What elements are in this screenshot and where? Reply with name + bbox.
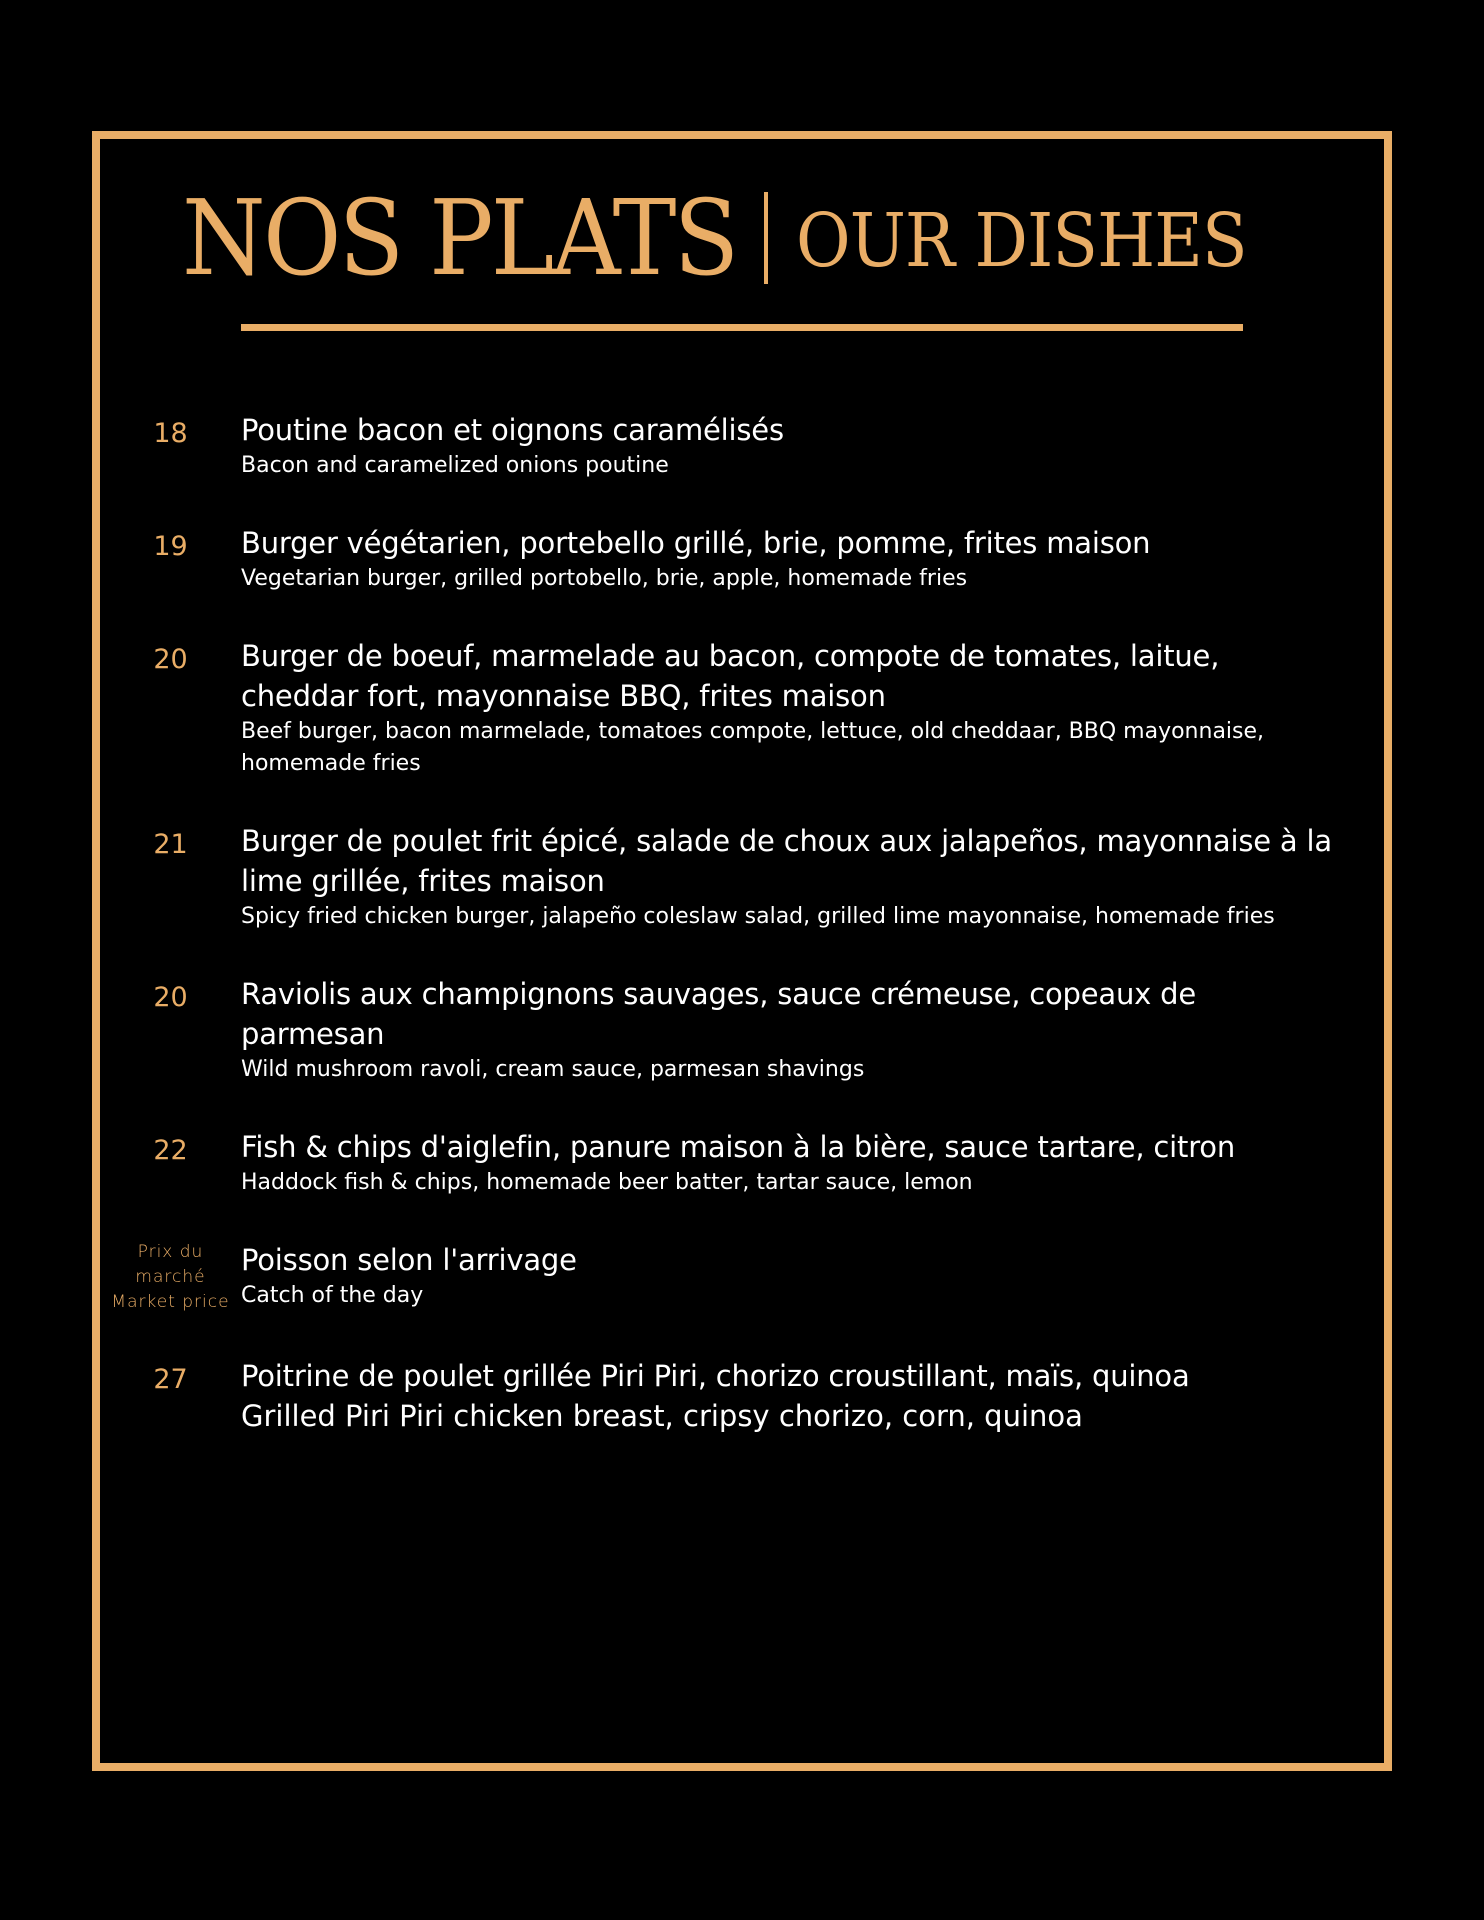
item-price: 21: [153, 829, 188, 860]
item-price: 27: [153, 1364, 188, 1395]
menu-title: [182, 170, 1302, 299]
title-underline: [241, 324, 1243, 331]
menu-item: [100, 1356, 1340, 1436]
item-description: [241, 410, 1340, 482]
title-french: NOS PLATS: [182, 177, 737, 299]
item-name-english: Grilled Piri Piri chicken breast, cripsy chorizo, corn, quinoa: [241, 1399, 1083, 1433]
item-price: 22: [153, 1135, 188, 1166]
item-description: [241, 1240, 1340, 1312]
item-name-french: Raviolis aux champignons sauvages, sauce crémeuse, copeaux de parmesan: [241, 977, 1196, 1051]
menu-list: [100, 410, 1340, 1477]
menu-item: [100, 410, 1340, 482]
item-name-french: Burger de poulet frit épicé, salade de choux aux jalapeños, mayonnaise à la lime grillée, frites maison: [241, 824, 1332, 898]
item-description: [241, 1127, 1340, 1199]
menu-item: [100, 974, 1340, 1086]
item-name-french: Burger de boeuf, marmelade au bacon, compote de tomates, laitue, cheddar fort, mayonnaise BBQ, frites maison: [241, 639, 1220, 713]
item-description: [241, 1356, 1340, 1436]
item-description: [241, 523, 1340, 595]
item-name-french: Burger végétarien, portebello grillé, brie, pomme, frites maison: [241, 526, 1151, 560]
menu-item: [100, 523, 1340, 595]
item-name-english: Spicy fried chicken burger, jalapeño coleslaw salad, grilled lime mayonnaise, homemade fries: [241, 904, 1275, 929]
item-price: 20: [153, 982, 188, 1013]
title-english: OUR DISHES: [796, 198, 1247, 284]
item-price: 20: [153, 644, 188, 675]
item-name-french: Poitrine de poulet grillée Piri Piri, chorizo croustillant, maïs, quinoa: [241, 1359, 1190, 1393]
menu-item: [100, 821, 1340, 933]
item-name-english: Haddock fish & chips, homemade beer batter, tartar sauce, lemon: [241, 1170, 973, 1195]
menu-item: [100, 1127, 1340, 1199]
item-price-market: [100, 1240, 241, 1315]
menu-item: [100, 1240, 1340, 1315]
menu-item: [100, 636, 1340, 780]
item-name-english: Vegetarian burger, grilled portobello, brie, apple, homemade fries: [241, 566, 968, 591]
item-name-french: Poisson selon l'arrivage: [241, 1243, 577, 1277]
item-description: [241, 821, 1340, 933]
item-name-english: Catch of the day: [241, 1283, 424, 1308]
title-separator: [764, 192, 768, 284]
item-name-french: Fish & chips d'aiglefin, panure maison à la bière, sauce tartare, citron: [241, 1130, 1236, 1164]
item-price: 18: [153, 418, 188, 449]
item-name-english: Wild mushroom ravoli, cream sauce, parmesan shavings: [241, 1057, 865, 1082]
item-description: [241, 974, 1340, 1086]
item-name-english: Bacon and caramelized onions poutine: [241, 453, 669, 478]
item-name-french: Poutine bacon et oignons caramélisés: [241, 413, 784, 447]
item-price: 19: [153, 531, 188, 562]
market-price-french: Prix du marché: [135, 1242, 206, 1287]
item-description: [241, 636, 1340, 780]
item-name-english: Beef burger, bacon marmelade, tomatoes compote, lettuce, old cheddaar, BBQ mayonnaise, homemade fries: [241, 719, 1265, 776]
market-price-english: Market price: [111, 1292, 230, 1312]
